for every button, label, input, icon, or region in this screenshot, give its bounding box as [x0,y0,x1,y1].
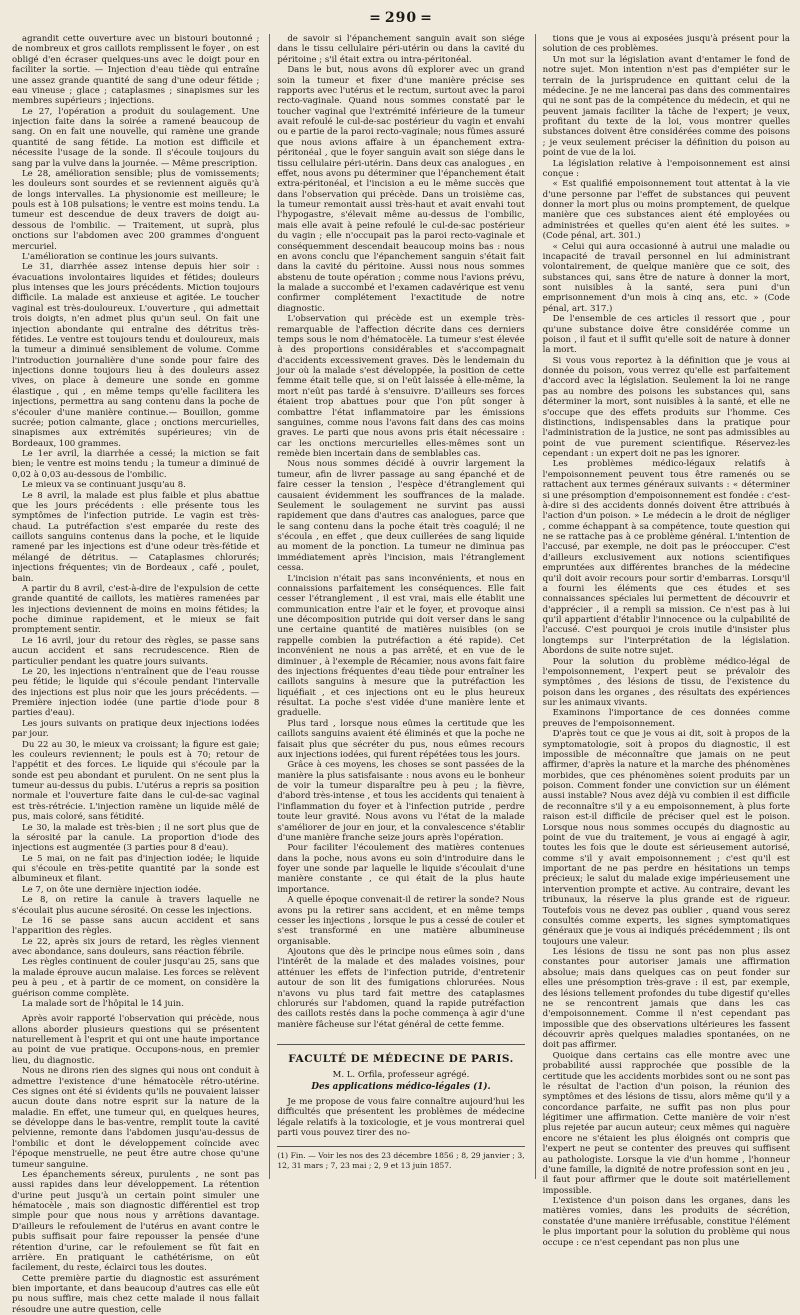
column-1-text [12,34,259,1009]
paragraph: Le 16 avril, jour du retour des règles, se passe sans aucun accident et sans recrudescence. Rien de particulier pendant les quatre jours suivants. [12,635,260,667]
paragraph: Du 22 au 30, le mieux va croissant; la figure est gaie; les couleurs reviennent; le pouls est à 70; retour de l'appétit et des forces. Le liquide qui s'écoule par la sonde est peu abondant et purulent. On ne sent plus la tumeur au-dessus du pubis. L'utérus a repris sa position normale et l'ouverture faite dans le cul-de-sac vaginal est très-rétrécie. L'injection ramène un liquide mêlé de pus, mais coloré, sans fétidité. [12,739,260,823]
paragraph: A quelle époque convenait-il de retirer la sonde? Nous avons pu la retirer sans accident, et en même temps cesser les injections , lorsque le pus a cessé de couler et s'est transformé en une matière albumineuse organisable. [277,895,525,947]
columns [12,34,790,1315]
paragraph: De l'ensemble de ces articles il ressort que , pour qu'une substance doive être considérée comme un poison , il faut et il suffit qu'elle soit de nature à donner la mort. [542,314,790,356]
paragraph: Ajoutons que dès le principe nous eûmes soin , dans l'intérêt de la malade et des malades voisines, pour atténuer les effets de l'infection putride, d'entretenir autour de son lit des fumigations chlorurées. Nous n'avons vu plus tard fait mettre des cataplasmes chlorurés sur l'abdomen, quand la rapide putréfaction des caillots restés dans la poche commença à agir d'une manière fâcheuse sur l'état général de cette femme. [277,947,525,1030]
paragraph: Nous nous sommes décidé à ouvrir largement la tumeur, afin de livrer passage au sang épanché et de faire cesser la tension , l'espèce d'étranglement qui causaient évidemment les souffrances de la malade. Seulement le soulagement ne survint pas aussi rapidement que dans d'autres cas analogues, parce que le sang contenu dans la poche était très coagulé; il ne s'écoula , en effet , que deux cuillerées de sang liquide au moment de la ponction. La tumeur ne diminua pas immédiatement après l'incision, mais l'étranglement cessa. [277,459,525,574]
paragraph: L'observation qui précède est un exemple très-remarquable de l'affection décrite dans ces derniers temps sous le nom d'hématocèle. La tumeur s'est élevée à des proportions considérables et s'accompagnait d'accidents excessivement graves. Dès le lendemain du jour où la malade s'est développée, la position de cette femme était telle que, si on l'eût laissée à elle-même, la mort n'eût pas tardé à s'ensuivre. D'ailleurs ses forces étaient trop abattues pour que l'on pût songer à combattre l'état inflammatoire par les émissions sanguines, comme nous l'avons fait dans des cas moins graves. Le parti que nous avons pris était nécessaire : car les onctions mercurielles elles-mêmes sont un remède bien incertain dans de semblables cas. [277,314,525,459]
paragraph: Quoique dans certains cas elle montre avec une probabilité aussi rapprochée que possible de la certitude que les accidents morbides sont ou ne sont pas le résultat de l'action d'un poison, la réunion des symptômes et des lésions de tissu, alors même qu'il y a concordance parfaite, ne suffit pas non plus pour légitimer une affirmation. Cette manière de voir n'est plus rejetée par aucun auteur; ceux mêmes qui naguère encore ne s'étaient les plus éloignés ont compris que l'expert ne peut se contenter des preuves qui suffisent au pathologiste. Lorsque la vie d'un homme , l'honneur d'une famille, la dignité de notre profession sont en jeu , il faut pour affirmer que le doute soit matériellement impossible. [542,1050,790,1196]
section-author: M. L. Orfila, professeur agrégé. [332,1069,470,1080]
paragraph: « Celui qui aura occasionné à autrui une maladie ou incapacité de travail personnel en lui administrant volontairement, de quelque manière que ce soit, des substances qui, sans être de nature à donner la mort, sont nuisibles à la santé, sera puni d'un emprisonnement d'un mois à cinq ans, etc. » (Code pénal, art. 317.) [542,241,790,314]
paragraph: Le 28, amélioration sensible; plus de vomissements; les douleurs sont sourdes et se reviennent aiguës qu'à de longs intervalles. La physionomie est meilleure; le pouls est à 108 pulsations; le ventre est moins tendu. La tumeur est descendue de deux travers de doigt au-dessous de l'ombilic. — Traitement, ut suprà, plus onctions sur l'abdomen avec 200 grammes d'onguent mercuriel. [12,168,260,252]
paragraph: « Est qualifié empoisonnement tout attentat à la vie d'une personne par l'effet de substances qui peuvent donner la mort plus ou moins promptement, de quelque manière que ces substances aient été employées ou administrées et quelles qu'en aient été les suites. » (Code pénal, art. 301.) [542,179,790,242]
paragraph: Le 22, après six jours de retard, les règles viennent avec abondance, sans douleurs, sans réaction fébrile. [12,936,260,957]
page-header [12,8,790,34]
paragraph: Plus tard , lorsque nous eûmes la certitude que les caillots sanguins avaient été éliminés et que la poche ne faisait plus que sécréter du pus, nous eûmes recours aux injections iodées, qui furent répétées tous les jours. [277,718,525,760]
paragraph: Grâce à ces moyens, les choses se sont passées de la manière la plus satisfaisante : nous avons eu le bonheur de voir la tumeur disparaître peu à peu ; la fièvre, d'abord très-intense , et tous les accidents qui tenaient à l'inflammation du foyer et à l'infection putride , perdre toute leur gravité. Nous avons vu l'état de la malade s'améliorer de jour en jour, et la convalescence s'établir d'une manière franche seize jours après l'opération. [277,760,525,843]
paragraph: La malade sort de l'hôpital le 14 juin. [22,998,184,1009]
paragraph: Les lésions de tissu ne sont pas non plus assez constantes pour autoriser jamais une affirmation absolue; mais dans quelques cas on peut fonder sur elles une présomption très-grave : il est, par exemple, des lésions tellement profondes du tube digestif qu'elles ne se rencontrent jamais que dans les cas d'empoisonnement. Comme il n'est cependant pas impossible que des observations ultérieures les fassent découvrir après quelques maladies spontanées, on ne doit pas affirmer. [542,947,790,1051]
paragraph: de savoir si l'épanchement sanguin avait son siége dans le tissu cellulaire péri-utérin ou dans la cavité du péritoine ; s'il était extra ou intra-péritonéal. [277,34,525,65]
paragraph: Le 30, la malade est très-bien ; il ne sort plus que de la sérosité par la canule. La proportion d'iode des injections est augmentée (3 parties pour 8 d'eau). [12,822,260,854]
paragraph: agrandit cette ouverture avec un bistouri boutonné ; de nombreux et gros caillots remplissent le foyer , on est obligé d'en écraser quelques-uns avec le doigt pour en faciliter la sortie. — Injection d'eau tiède qui entraîne une assez grande quantité de sang d'une odeur fétide ; eau vineuse ; glace ; cataplasmes ; sinapismes sur les membres supérieurs ; injections. [12,34,260,107]
column-2-text [277,34,524,1030]
column-2-lecture-text [277,1097,524,1139]
paragraph: Je me propose de vous faire connaître aujourd'hui les difficultés que présentent les problèmes de médecine légale relatifs à la toxicologie, et je vous montrerai quel parti vous pouvez tirer des no- [277,1096,525,1138]
paragraph: Nous ne dirons rien des signes qui nous ont conduit à admettre l'existence d'une hématocèle rétro-utérine. Ces signes ont été si évidents qu'ils ne pouvaient laisser aucun doute dans notre esprit sur la nature de la maladie. En effet, une tumeur qui, en quelques heures, se développe dans le bas-ventre, remplit toute la cavité pelvienne, remonte dans l'abdomen jusqu'au-dessus de l'ombilic et dont le développement coïncide avec l'époque menstruelle, ne peut être autre chose qu'une tumeur sanguine. [12,1066,260,1170]
paragraph: Le 7, on ôte une dernière injection iodée. [22,884,202,895]
paragraph: Le 8 avril, la malade est plus faible et plus abattue que les jours précédents : elle présente tous les symptômes de l'infection putride. Le vagin est très-chaud. La putréfaction s'est emparée du reste des caillots sanguins contenus dans la poche, et le liquide ramené par les injections est d'une odeur très-fétide et mélangé de détritus. — Cataplasmes chlorurés; injections fréquentes; vin de Bordeaux , café , poulet, bain. [12,490,260,584]
paragraph: Le 8, on retire la canule à travers laquelle ne s'écoulait plus aucune sérosité. On cesse les injections. [12,895,260,916]
column-1 [12,34,260,1315]
column-1-discussion [12,1014,259,1315]
paragraph: Le 1er avril, la diarrhée a cessé; la miction se fait bien; le ventre est moins tendu ; la tumeur a diminué de 0,02 à 0,03 au-dessous de l'ombilic. [12,449,260,480]
paragraph: Dans le but, nous avons dû explorer avec un grand soin la tumeur et fixer d'une manière précise ses rapports avec l'utérus et le rectum, surtout avec la paroi recto-vaginale. Quand nous sommes constaté par le toucher vaginal que l'extrémité inférieure de la tumeur avait refoulé le cul-de-sac postérieur du vagin et envahi ou e partie de la paroi recto-vaginale; nous fûmes assuré que nous avions affaire à un épanchement extra-péritonéal , que le foyer sanguin avait son siége dans le tissu cellulaire péri-utérin. Dans deux cas analogues , en effet, nous avons pu déterminer que l'épanchement était extra-péritonéal, et l'incision a eu le même succès que dans l'observation qui précède. Dans un troisième cas, la tumeur remontait aussi très-haut et avait envahi tout l'hypogastre, s'élevait même au-dessus de l'ombilic, mais elle avait à peine refoulé le cul-de-sac postérieur du vagin ; elle n'occupait pas la paroi recto-vaginale et conséquemment descendait beaucoup moins bas : nous en avons conclu que l'épanchement sanguin s'était fait dans la cavité du péritoine. Aussi nous nous sommes abstenu de toute opération ; comme nous l'avions prévu, la malade a succombé et l'examen cadavérique est venu confirmer complétement l'exactitude de notre diagnostic. [277,65,525,314]
footnote: (1) Fin. — Voir les nos des 23 décembre 1856 ; 8, 29 janvier ; 3, 12, 31 mars ; 7, 23 mai ; 2, 9 et 13 juin 1857. [277,1146,524,1170]
column-3-text [543,34,790,1248]
paragraph: Après avoir rapporté l'observation qui précède, nous allons aborder plusieurs questions qui se présentent naturellement à l'esprit et qui ont une haute importance au point de vue pratique. Occupons-nous, en premier lieu, du diagnostic. [12,1014,260,1066]
paragraph: tions que je vous ai exposées jusqu'à présent pour la solution de ces problèmes. [542,34,790,55]
paragraph: Le 5 mai, on ne fait pas d'injection iodée; le liquide qui s'écoule en très-petite quantité par la sonde est albumineux et filant. [12,853,260,885]
paragraph: D'après tout ce que je vous ai dit, soit à propos de la symptomatologie, soit à propos du diagnostic, il est impossible de méconnaître que jamais on ne peut affirmer, d'après la nature et la marche des phénomènes morbides, que ces phénomènes soient produits par un poison. Comment fonder une conviction sur un élément aussi instable? Nous avez déjà vu combien il est difficile de reconnaître s'il y a eu empoisonnement, à plus forte raison est-il difficile de préciser quel est le poison. Lorsque nous nous sommes occupés du diagnostic au point de vue du traitement, je vous ai engagé à agir, toutes les fois que le doute est sérieusement autorisé, comme s'il y avait empoisonnement ; c'est qu'il est important de ne pas perdre en hésitations un temps précieux; le salut du malade exige impérieusement une intervention prompte et active. Au contraire, devant les tribunaux, la réserve la plus grande est de rigueur. Toutefois vous ne devez pas oublier , quand vous serez consultés comme experts, les signes symptomatiques généraux que je vous ai indiqués précédemment ; ils ont toujours une valeur. [542,729,790,947]
paragraph: Pour faciliter l'écoulement des matières contenues dans la poche, nous avons eu soin d'introduire dans le foyer une sonde par laquelle le liquide s'écoulait d'une manière constante , ce qui était de la plus haute importance. [277,843,525,895]
paragraph: L'incision n'était pas sans inconvénients, et nous en connaissions parfaitement les conséquences. Elle fait cesser l'étranglement , il est vrai, mais elle établit une communication entre l'air et le foyer, et provoque ainsi une décomposition putride qui doit verser dans le sang une certaine quantité de matières nuisibles (on se rappelle combien la putréfaction a été rapide). Cet inconvénient ne nous a pas arrêté, et en vue de le diminuer , à l'exemple de Récamier, nous avons fait faire des injections fréquentes d'eau tiède pour entraîner les caillots sanguins à mesure que la putréfaction les liquéfiait , et ces injections ont eu le plus heureux résultat. La poche s'est vidée d'une manière lente et graduelle. [277,573,525,719]
paragraph: Si vous vous reportez à la définition que je vous ai donnée du poison, vous verrez qu'elle est parfaitement d'accord avec la législation. Seulement la loi ne range pas au nombre des poisons les substances qui, sans déterminer la mort, sont nuisibles à la santé, et elle ne s'occupe que des effets produits sur l'homme. Ces distinctions, indispensables dans la pratique pour l'administration de la justice, ne sont pas admissibles au point de vue purement scientifique. Réservez-les cependant : un expert doit ne pas les ignorer. [542,355,790,459]
column-3 [535,34,790,1248]
page-number: = 290 = [12,10,790,26]
paragraph: A partir du 8 avril, c'est-à-dire de l'expulsion de cette grande quantité de caillots, les matières ramenées par les injections deviennent de moins en moins fétides; la poche diminue rapidement, et le mieux se fait promptement sentir. [12,583,260,636]
column-2 [269,34,524,1179]
paragraph: L'existence d'un poison dans les organes, dans les matières vomies, dans les produits de sécrétion, constatée d'une manière irréfusable, constitue l'élément le plus important pour la solution du problème qui nous occupe : ce n'est cependant pas non plus une [542,1196,790,1248]
paragraph: Le 20, les injections n'entraînent que de l'eau rousse peu fétide; le liquide qui s'écoule pendant l'intervalle des injections est plus noir que les jours précédents. — Première injection iodée (une partie d'iode pour 8 parties d'eau). [12,666,260,719]
paragraph: L'amélioration se continue les jours suivants. [22,251,219,262]
paragraph: Le mieux va se continuant jusqu'au 8. [22,480,186,491]
paragraph: La législation relative à l'empoisonnement est ainsi conçue : [542,158,790,179]
paragraph: Un mot sur la législation avant d'entamer le fond de notre sujet. Mon intention n'est pas d'empiéter sur le terrain de la jurisprudence en quittant celui de la médecine. Je ne me lancerai pas dans des commentaires qui ne sont pas de la compétence du médecin, et qui ne peuvent jamais faciliter la tâche de l'expert; je veux, profitant du texte de la loi, vous montrer quelles substances doivent être considérées comme des poisons ; je veux seulement préciser la définition du poison au point de vue de la loi. [542,54,790,159]
section-title: Des applications médico-légales (1). [311,1082,491,1093]
paragraph: Cette première partie du diagnostic est assurément bien importante, et dans beaucoup d'autres cas elle eût pu nous suffire, mais chez cette malade il nous fallait résoudre une autre question, celle [12,1273,260,1315]
paragraph: Les problèmes médico-légaux relatifs à l'empoisonnement peuvent tous être ramenés ou se rattachent aux termes généraux suivants : « déterminer si une présomption d'empoisonnement est fondée : c'est-à-dire si des accidents donnés doivent être attribués à l'action d'un poison. » Le médecin a le droit de négliger , comme échappant à sa compétence, toute question qui ne se rattache pas à ce problème général. L'intention de l'accusé, par exemple, ne doit pas le préoccuper. C'est d'ailleurs exclusivement aux notions scientifiques empruntées aux différentes branches de la médecine qu'il doit avoir recours pour sortir d'embarras. Lorsqu'il a fourni les éléments que ces études et ses connaissances spéciales lui permettent de découvrir et d'apprécier , il a rempli sa mission. Ce n'est pas à lui qu'il appartient d'établir l'innocence ou la culpabilité de l'accusé. C'est pourquoi je crois inutile d'insister plus longtemps sur l'interprétation de la législation. Abordons de suite notre sujet. [542,459,790,657]
paragraph: Pour la solution du problème médico-légal de l'empoisonnement, l'expert peut se prévaloir des symptômes , des lésions de tissu, de l'existence du poison dans les organes , des résultats des expériences sur les animaux vivants. [542,656,790,708]
paragraph: Les épanchements séreux, purulents , ne sont pas aussi rapides dans leur développement. La rétention d'urine peut jusqu'à un certain point simuler une hématocèle , mais son diagnostic différentiel est trop simple pour que nous nous y arrêtions davantage. D'ailleurs le refoulement de l'utérus en avant contre le pubis suffisait pour faire repousser la pensée d'une rétention d'urine, car le refoulement se fût fait en arrière. En pratiquant le cathétérisme, on eût facilement, du reste, éclairci tous les doutes. [12,1169,260,1274]
paragraph: Le 16 se passe sans aucun accident et sans l'apparition des règles. [12,915,260,937]
paragraph: Le 27, l'opération a produit du soulagement. Une injection faite dans la soirée a ramené beaucoup de sang. On en fait une nouvelle, qui ramène une grande quantité de sang fétide. La motion est difficile et nécessite l'usage de la sonde. Il s'écoule toujours du sang par la vulve dans la journée. — Même prescription. [12,106,260,169]
paragraph: Les jours suivants on pratique deux injections iodées par jour. [12,718,260,740]
paragraph: Les règles continuent de couler jusqu'au 25, sans que la malade éprouve aucun malaise. Les forces se relèvent peu à peu , et à partir de ce moment, on considère la guérison comme complète. [12,957,260,999]
paragraph: Examinons l'importance de ces données comme preuves de l'empoisonnement. [542,708,790,729]
section-heading: FACULTÉ DE MÉDECINE DE PARIS. [277,1044,524,1066]
paragraph: Le 31, diarrhée assez intense depuis hier soir : évacuations involontaires liquides et fétides; douleurs plus intenses que les jours précédents. Miction toujours difficile. La malade est anxieuse et agitée. Le toucher vaginal est très-douloureux. L'ouverture , qui admettait trois doigts, n'en admet plus qu'un seul. On fait une injection abondante qui entraîne des détritus très-fétides. Le ventre est toujours tendu et douloureux, mais la tumeur a diminué sensiblement de volume. Comme l'introduction journalière d'une sonde pour faire des injections donne toujours lieu à des douleurs assez vives, on place à demeure une sonde en gomme élastique , qui , en même temps qu'elle facilitera les injections, permettra au sang contenu dans la poche de s'écouler d'une manière continue.— Bouillon, gomme sucrée; potion calmante, glace ; onctions mercurielles, sinapismes aux extrémités supérieures; vin de Bordeaux, 100 grammes. [12,262,260,449]
